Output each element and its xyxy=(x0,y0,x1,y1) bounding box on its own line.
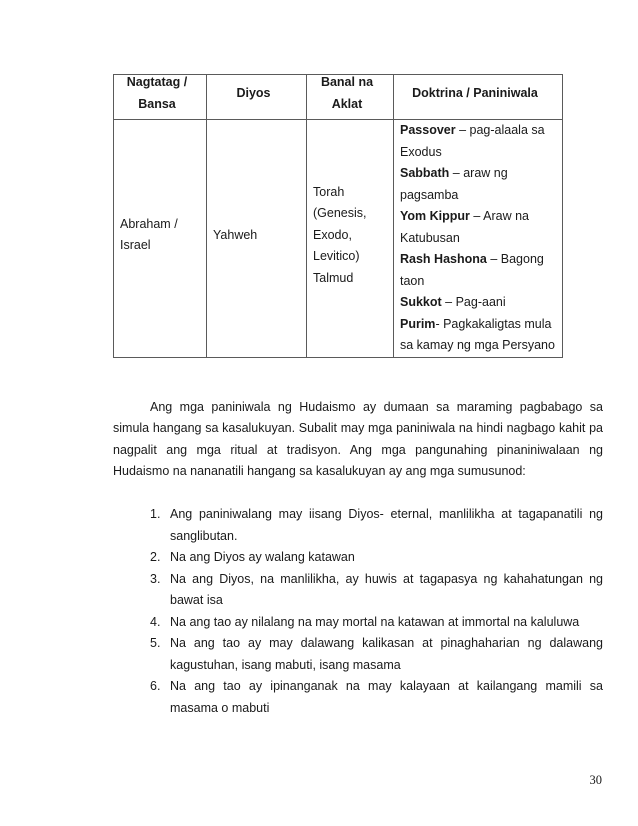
doctrine-item xyxy=(400,163,561,206)
doctrine-separator: – xyxy=(469,209,484,223)
list-item xyxy=(150,504,603,547)
doctrine-description: araw ng pagsamba xyxy=(400,166,508,202)
body-paragraph xyxy=(113,397,603,483)
header-content xyxy=(207,82,300,104)
list-item-text xyxy=(170,569,603,612)
list-item-text xyxy=(170,633,603,676)
cell-line: Abraham / xyxy=(120,216,178,231)
doctrine-description: Pag-aani xyxy=(455,295,506,309)
doctrine-description: Bagong taon xyxy=(400,252,544,288)
cell-content xyxy=(120,214,203,257)
cell-content xyxy=(313,182,390,290)
doctrine-item xyxy=(400,206,561,249)
doctrine-separator: – xyxy=(449,166,464,180)
list-item-number: 6. xyxy=(150,679,161,693)
doctrine-separator: - xyxy=(435,316,444,331)
doctrine-description: Araw na Katubusan xyxy=(400,209,529,245)
header-doktrina-paniniwala xyxy=(394,75,563,120)
header-line: Bansa xyxy=(138,97,176,111)
list-item-text xyxy=(170,612,603,634)
doctrine-description: Pagkakaligtas mula sa kamay ng mga Persyano xyxy=(400,316,555,352)
list-item xyxy=(150,676,603,719)
doctrine-item xyxy=(400,314,561,357)
doctrine-item xyxy=(400,249,561,292)
doctrine-term: Purim xyxy=(400,316,436,331)
list-item-line: masama o mabuti xyxy=(170,700,270,715)
header-content xyxy=(307,71,387,115)
list-item-line: Na ang tao ay may dalawang kalikasan at pinaghaharian ng dalawang xyxy=(170,636,603,650)
header-line: Nagtatag / xyxy=(126,75,188,89)
list-item xyxy=(150,612,603,634)
list-item-text xyxy=(170,547,603,569)
list-item xyxy=(150,569,603,612)
page-number: 30 xyxy=(589,773,602,787)
cell-line: Israel xyxy=(120,238,151,253)
header-content xyxy=(394,82,556,104)
cell-line: Exodo, xyxy=(313,227,352,242)
doctrine-item xyxy=(400,292,561,314)
cell-doktrina-paniniwala xyxy=(394,120,563,358)
header-line: Doktrina / Paniniwala xyxy=(412,86,538,100)
paragraph-line: Ang mga paniniwala ng Hudaismo ay dumaan sa maraming pagbabago sa xyxy=(150,400,603,414)
doctrine-term: Rash Hashona xyxy=(400,252,487,266)
doctrine-separator: – xyxy=(441,295,456,309)
header-content xyxy=(114,71,200,115)
doctrine-term: Passover xyxy=(400,123,456,137)
cell-line: Torah xyxy=(313,184,345,199)
list-item-line: sanglibutan. xyxy=(170,528,238,543)
list-item-line: Na ang tao ay nilalang na may mortal na katawan at immortal na kaluluwa xyxy=(170,614,580,629)
list-item-number: 3. xyxy=(150,571,161,586)
header-nagtatag-bansa xyxy=(114,75,207,120)
cell-diyos xyxy=(207,120,307,358)
list-item-line: Na ang Diyos ay walang katawan xyxy=(170,550,355,564)
paragraph-line: Hudaismo na nananatili hangang sa kasalukuyan ay ang mga sumusunod: xyxy=(113,464,526,479)
numbered-list xyxy=(150,504,603,719)
list-item-number: 2. xyxy=(150,550,161,564)
paragraph-line: nagpalit ang mga ritual at tradisyon. Ang mga pangunahing pinaniniwalaan ng xyxy=(113,442,603,457)
doctrine-item xyxy=(400,120,561,163)
list-item xyxy=(150,547,603,569)
list-item-number: 1. xyxy=(150,507,161,521)
list-item-line: bawat isa xyxy=(170,593,223,607)
list-item-text xyxy=(170,676,603,719)
cell-line: Talmud xyxy=(313,270,354,285)
list-item-line: kagustuhan, isang mabuti, isang masama xyxy=(170,657,401,672)
doctrine-separator: – xyxy=(486,252,501,266)
doctrine-term: Yom Kippur xyxy=(400,209,470,223)
list-item xyxy=(150,633,603,676)
list-item-line: Na ang Diyos, na manlilikha, ay huwis at tagapasya ng kahahatungan ng xyxy=(170,571,603,586)
doctrine-description: pag-alaala sa Exodus xyxy=(400,123,545,159)
religion-table xyxy=(113,74,563,358)
paragraph-line: simula hangang sa kasalukuyan. Subalit may mga paniniwala na hindi nagbago kahit pa xyxy=(113,421,603,436)
doctrine-term: Sukkot xyxy=(400,295,442,309)
list-item-number: 5. xyxy=(150,636,161,650)
cell-line: (Genesis, xyxy=(313,206,367,220)
table-header-row xyxy=(114,75,563,120)
cell-line: Yahweh xyxy=(213,227,258,242)
header-banal-na-aklat xyxy=(307,75,394,120)
table-row xyxy=(114,120,563,358)
header-diyos xyxy=(207,75,307,120)
header-line: Banal na xyxy=(320,75,374,89)
doctrine-separator: – xyxy=(455,123,470,137)
cell-line: Levitico) xyxy=(313,249,360,263)
cell-banal-na-aklat xyxy=(307,120,394,358)
list-item-line: Na ang tao ay ipinanganak na may kalayaan at kailangang mamili sa xyxy=(170,679,603,693)
header-line: Diyos xyxy=(236,86,271,100)
cell-content xyxy=(213,225,303,247)
list-item-text xyxy=(170,504,603,547)
list-item-number: 4. xyxy=(150,614,161,629)
cell-nagtatag-bansa xyxy=(114,120,207,358)
list-item-line: Ang paniniwalang may iisang Diyos- eternal, manlilikha at tagapanatili ng xyxy=(170,507,603,521)
header-line: Aklat xyxy=(331,97,363,111)
doctrine-term: Sabbath xyxy=(400,166,450,180)
